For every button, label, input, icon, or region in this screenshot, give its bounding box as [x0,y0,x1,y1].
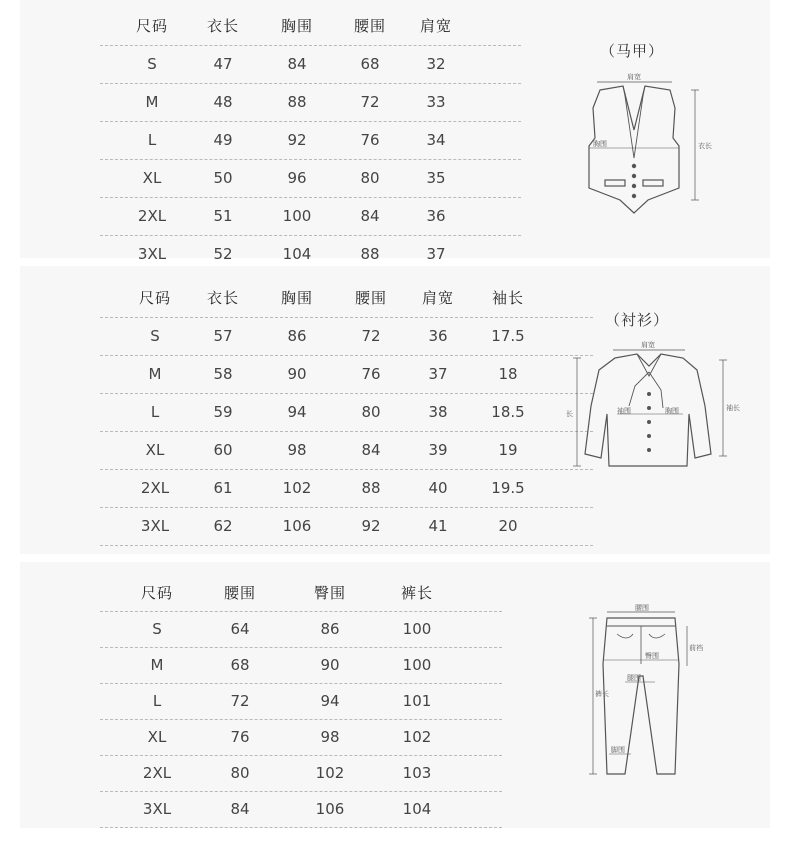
vest-length-label: 衣长 [698,142,712,150]
column-header: 尺码 [138,289,171,307]
table-row [100,719,502,756]
table-cell: 59 [213,403,233,421]
table-cell: 102 [282,479,312,497]
column-header: 肩宽 [421,289,454,307]
table-cell: 64 [230,620,250,638]
column-header: 胸围 [280,17,313,35]
table-cell: 3XL [142,800,172,818]
pants-thigh-label: 腿围 [627,674,641,682]
table-cell: XL [145,441,165,459]
table-cell: 39 [428,441,448,459]
pants-hip-label: 臀围 [645,652,659,660]
table-cell: 38 [428,403,448,421]
table-cell: 100 [402,656,432,674]
pants-length-label: 裤长 [595,690,609,698]
table-cell: 76 [360,131,380,149]
column-header: 尺码 [140,584,173,602]
table-cell: 94 [287,403,307,421]
table-cell: 100 [402,620,432,638]
table-cell: 103 [402,764,432,782]
table-cell: 80 [230,764,250,782]
table-cell: 19.5 [491,479,525,497]
table-cell: S [147,55,157,73]
pants-front-rise-label: 前裆 [689,644,703,652]
column-header: 衣长 [206,289,239,307]
table-cell: 35 [426,169,446,187]
table-cell: S [150,327,160,345]
shirt-sleeve-width-label: 袖围 [617,407,631,415]
table-row [100,355,593,394]
pants-size-panel [20,562,770,828]
vest-size-panel [20,0,770,263]
table-cell: 3XL [140,517,170,535]
column-header: 尺码 [135,17,168,35]
table-cell: 57 [213,327,233,345]
table-cell: 58 [213,365,233,383]
column-header: 裤长 [400,584,433,602]
shirt-diagram-title: （衬衫） [605,311,670,329]
table-cell: 72 [361,327,381,345]
column-header: 腰围 [223,584,256,602]
table-cell: 50 [213,169,233,187]
vest-chest-label: 胸围 [593,140,607,148]
table-row [100,83,521,122]
table-cell: L [152,692,162,710]
shirt-length-label: 长 [566,410,573,418]
table-cell: S [152,620,162,638]
table-cell: 18 [498,365,518,383]
table-cell: 98 [287,441,307,459]
table-row [100,683,502,720]
table-cell: 100 [282,207,312,225]
table-row [100,507,593,546]
table-cell: 88 [360,245,380,263]
table-cell: L [147,131,157,149]
table-cell: 90 [320,656,340,674]
table-cell: 62 [213,517,233,535]
pants-hem-label: 脚围 [611,746,625,754]
table-cell: 76 [361,365,381,383]
table-row [100,611,502,648]
table-cell: XL [147,728,167,746]
column-header: 袖长 [491,289,524,307]
table-cell: 106 [315,800,345,818]
table-cell: 72 [360,93,380,111]
shirt-shoulder-label: 肩宽 [641,341,655,349]
table-cell: 49 [213,131,233,149]
table-cell: 102 [315,764,345,782]
table-cell: M [145,93,159,111]
table-cell: 88 [287,93,307,111]
table-cell: 84 [287,55,307,73]
table-row [100,121,521,160]
table-cell: 104 [402,800,432,818]
vest-table-header [100,7,521,46]
table-cell: 2XL [137,207,167,225]
table-cell: 61 [213,479,233,497]
table-cell: 17.5 [491,327,525,345]
table-cell: 36 [428,327,448,345]
table-cell: 86 [287,327,307,345]
column-header: 肩宽 [419,17,452,35]
table-cell: 76 [230,728,250,746]
column-header: 腰围 [354,289,387,307]
table-cell: 80 [360,169,380,187]
table-cell: XL [142,169,162,187]
shirt-size-panel [20,266,770,554]
table-cell: 68 [230,656,250,674]
table-cell: 68 [360,55,380,73]
table-cell: 90 [287,365,307,383]
column-header: 腰围 [353,17,386,35]
table-cell: 2XL [140,479,170,497]
table-cell: 3XL [137,245,167,263]
table-cell: 98 [320,728,340,746]
vest-illustration [575,68,725,228]
table-cell: 52 [213,245,233,263]
table-cell: 36 [426,207,446,225]
table-row [100,197,521,236]
pants-illustration [575,604,725,809]
shirt-chest-label: 胸围 [665,407,679,415]
table-cell: 60 [213,441,233,459]
table-row [100,469,593,508]
table-cell: 37 [426,245,446,263]
table-row [100,431,593,470]
table-row [100,393,593,432]
table-cell: 41 [428,517,448,535]
table-row [100,317,593,356]
table-cell: 51 [213,207,233,225]
table-cell: 40 [428,479,448,497]
table-row [100,647,502,684]
column-header: 臀围 [313,584,346,602]
table-cell: 86 [320,620,340,638]
table-cell: 32 [426,55,446,73]
table-row [100,159,521,198]
table-cell: 18.5 [491,403,525,421]
table-cell: 19 [498,441,518,459]
table-cell: 102 [402,728,432,746]
table-cell: 48 [213,93,233,111]
table-cell: 92 [287,131,307,149]
table-cell: 94 [320,692,340,710]
table-cell: 2XL [142,764,172,782]
vest-shoulder-label: 肩宽 [627,73,641,81]
column-header: 胸围 [280,289,313,307]
pants-table-header [100,575,502,612]
pants-waist-label: 腰围 [635,604,649,612]
table-cell: 101 [402,692,432,710]
table-row [100,45,521,84]
table-cell: 80 [361,403,381,421]
vest-diagram-title: （马甲） [600,42,665,60]
table-cell: 96 [287,169,307,187]
table-row [100,791,502,828]
shirt-sleeve-length-label: 袖长 [726,404,740,412]
table-cell: 33 [426,93,446,111]
table-cell: 34 [426,131,446,149]
table-cell: 106 [282,517,312,535]
table-cell: 92 [361,517,381,535]
table-cell: 84 [361,441,381,459]
shirt-illustration [565,336,745,486]
table-row [100,755,502,792]
table-cell: 88 [361,479,381,497]
table-cell: 47 [213,55,233,73]
table-cell: M [148,365,162,383]
shirt-table-header [100,279,593,318]
table-cell: 84 [230,800,250,818]
table-cell: 37 [428,365,448,383]
table-cell: 20 [498,517,518,535]
table-cell: 72 [230,692,250,710]
table-cell: 104 [282,245,312,263]
table-cell: L [150,403,160,421]
table-cell: M [150,656,164,674]
table-cell: 84 [360,207,380,225]
column-header: 衣长 [206,17,239,35]
